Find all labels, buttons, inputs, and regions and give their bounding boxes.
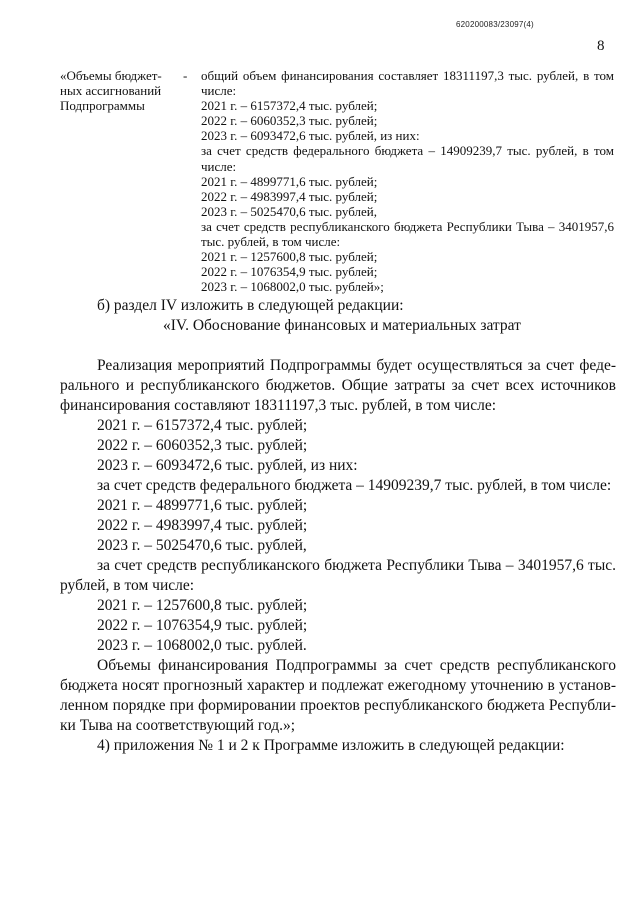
table-content-line: числе: bbox=[201, 83, 237, 99]
federal-budget-line: за счет средств федерального бюджета – 14909239,7 тыс. рублей, в том числе: bbox=[97, 477, 612, 494]
document-id: 620200083/23097(4) bbox=[456, 20, 534, 29]
year-line: 2022 г. – 6060352,3 тыс. рублей; bbox=[97, 437, 308, 454]
year-line: 2021 г. – 1257600,8 тыс. рублей; bbox=[97, 597, 308, 614]
table-content-line: 2022 г. – 4983997,4 тыс. рублей; bbox=[201, 188, 378, 204]
year-line: 2023 г. – 1068002,0 тыс. рублей. bbox=[97, 637, 307, 654]
regional-budget-line: за счет средств республиканского бюджета Республики Тыва – 3401957,6 тыс. bbox=[97, 557, 616, 574]
table-dash: - bbox=[183, 68, 188, 83]
document-body bbox=[60, 296, 616, 756]
paragraph-line: ленном порядке при формировании проектов республиканского бюджета Республи- bbox=[60, 697, 616, 714]
table-content-line: 2021 г. – 1257600,8 тыс. рублей; bbox=[201, 249, 378, 265]
table-label-line: ных ассигнований bbox=[60, 83, 162, 98]
year-line: 2021 г. – 4899771,6 тыс. рублей; bbox=[97, 497, 308, 514]
year-line: 2023 г. – 6093472,6 тыс. рублей, из них: bbox=[97, 457, 358, 474]
amendment-line-4: 4) приложения № 1 и 2 к Программе изложить в следующей редакции: bbox=[97, 737, 565, 754]
table-content-line: за счет средств республиканского бюджета Республики Тыва – 3401957,6 bbox=[201, 218, 614, 234]
page-number: 8 bbox=[597, 38, 605, 54]
paragraph-line: Реализация мероприятий Подпрограммы будет осуществляться за счет феде- bbox=[97, 357, 616, 374]
table-content-line: 2023 г. – 6093472,6 тыс. рублей, из них: bbox=[201, 128, 420, 144]
table-label-cell bbox=[60, 68, 178, 113]
table-content-line: числе: bbox=[201, 158, 237, 174]
section-heading: «IV. Обоснование финансовых и материальных затрат bbox=[163, 317, 521, 334]
year-line: 2022 г. – 4983997,4 тыс. рублей; bbox=[97, 517, 308, 534]
table-label-line: «Объемы бюджет- bbox=[60, 68, 162, 83]
table-content-line: 2022 г. – 1076354,9 тыс. рублей; bbox=[201, 264, 378, 280]
table-content-line: 2021 г. – 4899771,6 тыс. рублей; bbox=[201, 173, 378, 189]
table-content-line: за счет средств федерального бюджета – 14909239,7 тыс. рублей, в том bbox=[201, 143, 614, 159]
paragraph-line: финансирования составляют 18311197,3 тыс. рублей, в том числе: bbox=[60, 397, 497, 414]
table-content-line: тыс. рублей, в том числе: bbox=[201, 234, 341, 250]
table-content-line: 2021 г. – 6157372,4 тыс. рублей; bbox=[201, 98, 378, 114]
year-line: 2023 г. – 5025470,6 тыс. рублей, bbox=[97, 537, 307, 554]
year-line: 2021 г. – 6157372,4 тыс. рублей; bbox=[97, 417, 308, 434]
paragraph-line: ки Тыва на соответствующий год.»; bbox=[60, 717, 296, 734]
table-content-line: 2022 г. – 6060352,3 тыс. рублей; bbox=[201, 113, 378, 129]
regional-budget-line: рублей, в том числе: bbox=[60, 577, 195, 594]
blank-line bbox=[60, 336, 616, 356]
table-content-cell bbox=[201, 68, 614, 294]
table-content-line: общий объем финансирования составляет 18311197,3 тыс. рублей, в том bbox=[201, 68, 614, 83]
year-line: 2022 г. – 1076354,9 тыс. рублей; bbox=[97, 617, 308, 634]
paragraph-line: бюджета носят прогнозный характер и подлежат ежегодному уточнению в установ- bbox=[60, 677, 616, 694]
table-content-line: 2023 г. – 5025470,6 тыс. рублей, bbox=[201, 203, 377, 219]
table-label-line: Подпрограммы bbox=[60, 98, 145, 113]
paragraph-line: Объемы финансирования Подпрограммы за счет средств республиканского bbox=[97, 657, 616, 674]
paragraph-line: рального и республиканского бюджетов. Общие затраты за счет всех источников bbox=[60, 377, 616, 394]
amendment-line-b: б) раздел IV изложить в следующей редакции: bbox=[97, 297, 404, 314]
table-content-line: 2023 г. – 1068002,0 тыс. рублей»; bbox=[201, 279, 384, 295]
